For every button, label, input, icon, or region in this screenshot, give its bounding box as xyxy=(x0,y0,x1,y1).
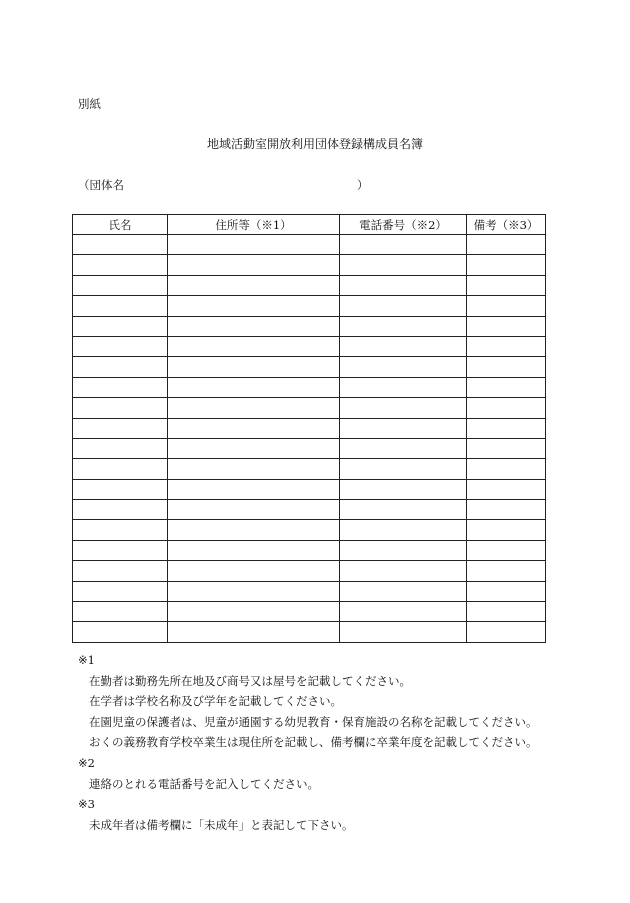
table-row xyxy=(73,336,546,356)
name-cell xyxy=(73,479,168,499)
phone-cell xyxy=(340,357,467,377)
remarks-cell xyxy=(467,235,546,255)
note2-mark: ※2 xyxy=(78,755,95,770)
address-cell xyxy=(168,255,340,275)
name-cell xyxy=(73,500,168,520)
address-cell xyxy=(168,561,340,581)
phone-cell xyxy=(340,459,467,479)
table-row xyxy=(73,540,546,560)
phone-cell xyxy=(340,275,467,295)
remarks-cell xyxy=(467,418,546,438)
note1-line: 在学者は学校名称及び学年を記載してください。 xyxy=(89,694,342,709)
note1-line: 在園児童の保護者は、児童が通園する幼児教育・保育施設の名称を記載してください。 xyxy=(89,714,538,729)
phone-cell xyxy=(340,398,467,418)
remarks-cell xyxy=(467,296,546,316)
table-row xyxy=(73,255,546,275)
table-row xyxy=(73,275,546,295)
address-cell xyxy=(168,602,340,622)
phone-cell xyxy=(340,438,467,458)
remarks-cell xyxy=(467,398,546,418)
address-cell xyxy=(168,438,340,458)
address-cell xyxy=(168,459,340,479)
name-cell xyxy=(73,235,168,255)
note3-line: 未成年者は備考欄に「未成年」と表記して下さい。 xyxy=(89,817,354,832)
note1-line: 在勤者は勤務先所在地及び商号又は屋号を記載してください。 xyxy=(89,673,411,688)
phone-cell xyxy=(340,235,467,255)
address-cell xyxy=(168,479,340,499)
group-name-label: （団体名 xyxy=(78,178,124,192)
group-name-closing-paren: ） xyxy=(357,178,369,192)
address-cell xyxy=(168,622,340,642)
table-row xyxy=(73,602,546,622)
table-row xyxy=(73,479,546,499)
phone-cell xyxy=(340,602,467,622)
phone-cell xyxy=(340,255,467,275)
address-cell xyxy=(168,540,340,560)
address-cell xyxy=(168,357,340,377)
remarks-cell xyxy=(467,561,546,581)
remarks-cell xyxy=(467,357,546,377)
address-cell xyxy=(168,235,340,255)
table-row xyxy=(73,500,546,520)
table-row xyxy=(73,398,546,418)
name-cell xyxy=(73,255,168,275)
remarks-cell xyxy=(467,255,546,275)
remarks-cell xyxy=(467,540,546,560)
remarks-cell xyxy=(467,500,546,520)
name-cell xyxy=(73,357,168,377)
table-row xyxy=(73,377,546,397)
name-cell xyxy=(73,275,168,295)
name-cell xyxy=(73,520,168,540)
notes-section xyxy=(78,650,538,835)
phone-cell xyxy=(340,418,467,438)
document-title: 地域活動室開放利用団体登録構成員名簿 xyxy=(206,137,423,151)
address-cell xyxy=(168,296,340,316)
phone-cell xyxy=(340,520,467,540)
header-name: 氏名 xyxy=(73,215,168,235)
name-cell xyxy=(73,418,168,438)
address-cell xyxy=(168,520,340,540)
phone-cell xyxy=(340,622,467,642)
table-header-row xyxy=(73,215,546,235)
name-cell xyxy=(73,398,168,418)
table-row xyxy=(73,520,546,540)
phone-cell xyxy=(340,296,467,316)
table-row xyxy=(73,561,546,581)
table-row xyxy=(73,235,546,255)
address-cell xyxy=(168,336,340,356)
address-cell xyxy=(168,275,340,295)
remarks-cell xyxy=(467,438,546,458)
remarks-cell xyxy=(467,275,546,295)
remarks-cell xyxy=(467,581,546,601)
member-roster-table xyxy=(72,214,546,643)
name-cell xyxy=(73,377,168,397)
remarks-cell xyxy=(467,622,546,642)
table-row xyxy=(73,418,546,438)
address-cell xyxy=(168,316,340,336)
note3-mark: ※3 xyxy=(78,797,95,812)
table-row xyxy=(73,459,546,479)
name-cell xyxy=(73,336,168,356)
table-row xyxy=(73,622,546,642)
remarks-cell xyxy=(467,336,546,356)
table-row xyxy=(73,357,546,377)
note1-line: おくの義務教育学校卒業生は現住所を記載し、備考欄に卒業年度を記載してください。 xyxy=(89,735,538,750)
table-body xyxy=(73,235,546,643)
remarks-cell xyxy=(467,316,546,336)
table-row xyxy=(73,316,546,336)
address-cell xyxy=(168,581,340,601)
name-cell xyxy=(73,561,168,581)
name-cell xyxy=(73,581,168,601)
phone-cell xyxy=(340,479,467,499)
address-cell xyxy=(168,398,340,418)
remarks-cell xyxy=(467,602,546,622)
name-cell xyxy=(73,316,168,336)
name-cell xyxy=(73,296,168,316)
remarks-cell xyxy=(467,520,546,540)
name-cell xyxy=(73,438,168,458)
address-cell xyxy=(168,500,340,520)
address-cell xyxy=(168,418,340,438)
name-cell xyxy=(73,602,168,622)
header-remarks: 備考（※3） xyxy=(467,215,546,235)
table-row xyxy=(73,296,546,316)
phone-cell xyxy=(340,377,467,397)
remarks-cell xyxy=(467,377,546,397)
name-cell xyxy=(73,622,168,642)
note2-line: 連絡のとれる電話番号を記入してください。 xyxy=(89,776,319,791)
remarks-cell xyxy=(467,459,546,479)
phone-cell xyxy=(340,540,467,560)
phone-cell xyxy=(340,336,467,356)
address-cell xyxy=(168,377,340,397)
table-row xyxy=(73,581,546,601)
phone-cell xyxy=(340,581,467,601)
attachment-label: 別紙 xyxy=(78,97,101,111)
phone-cell xyxy=(340,500,467,520)
header-address: 住所等（※1） xyxy=(168,215,340,235)
name-cell xyxy=(73,459,168,479)
remarks-cell xyxy=(467,479,546,499)
name-cell xyxy=(73,540,168,560)
table-row xyxy=(73,438,546,458)
header-phone: 電話番号（※2） xyxy=(340,215,467,235)
note1-mark: ※1 xyxy=(78,653,95,667)
phone-cell xyxy=(340,316,467,336)
phone-cell xyxy=(340,561,467,581)
